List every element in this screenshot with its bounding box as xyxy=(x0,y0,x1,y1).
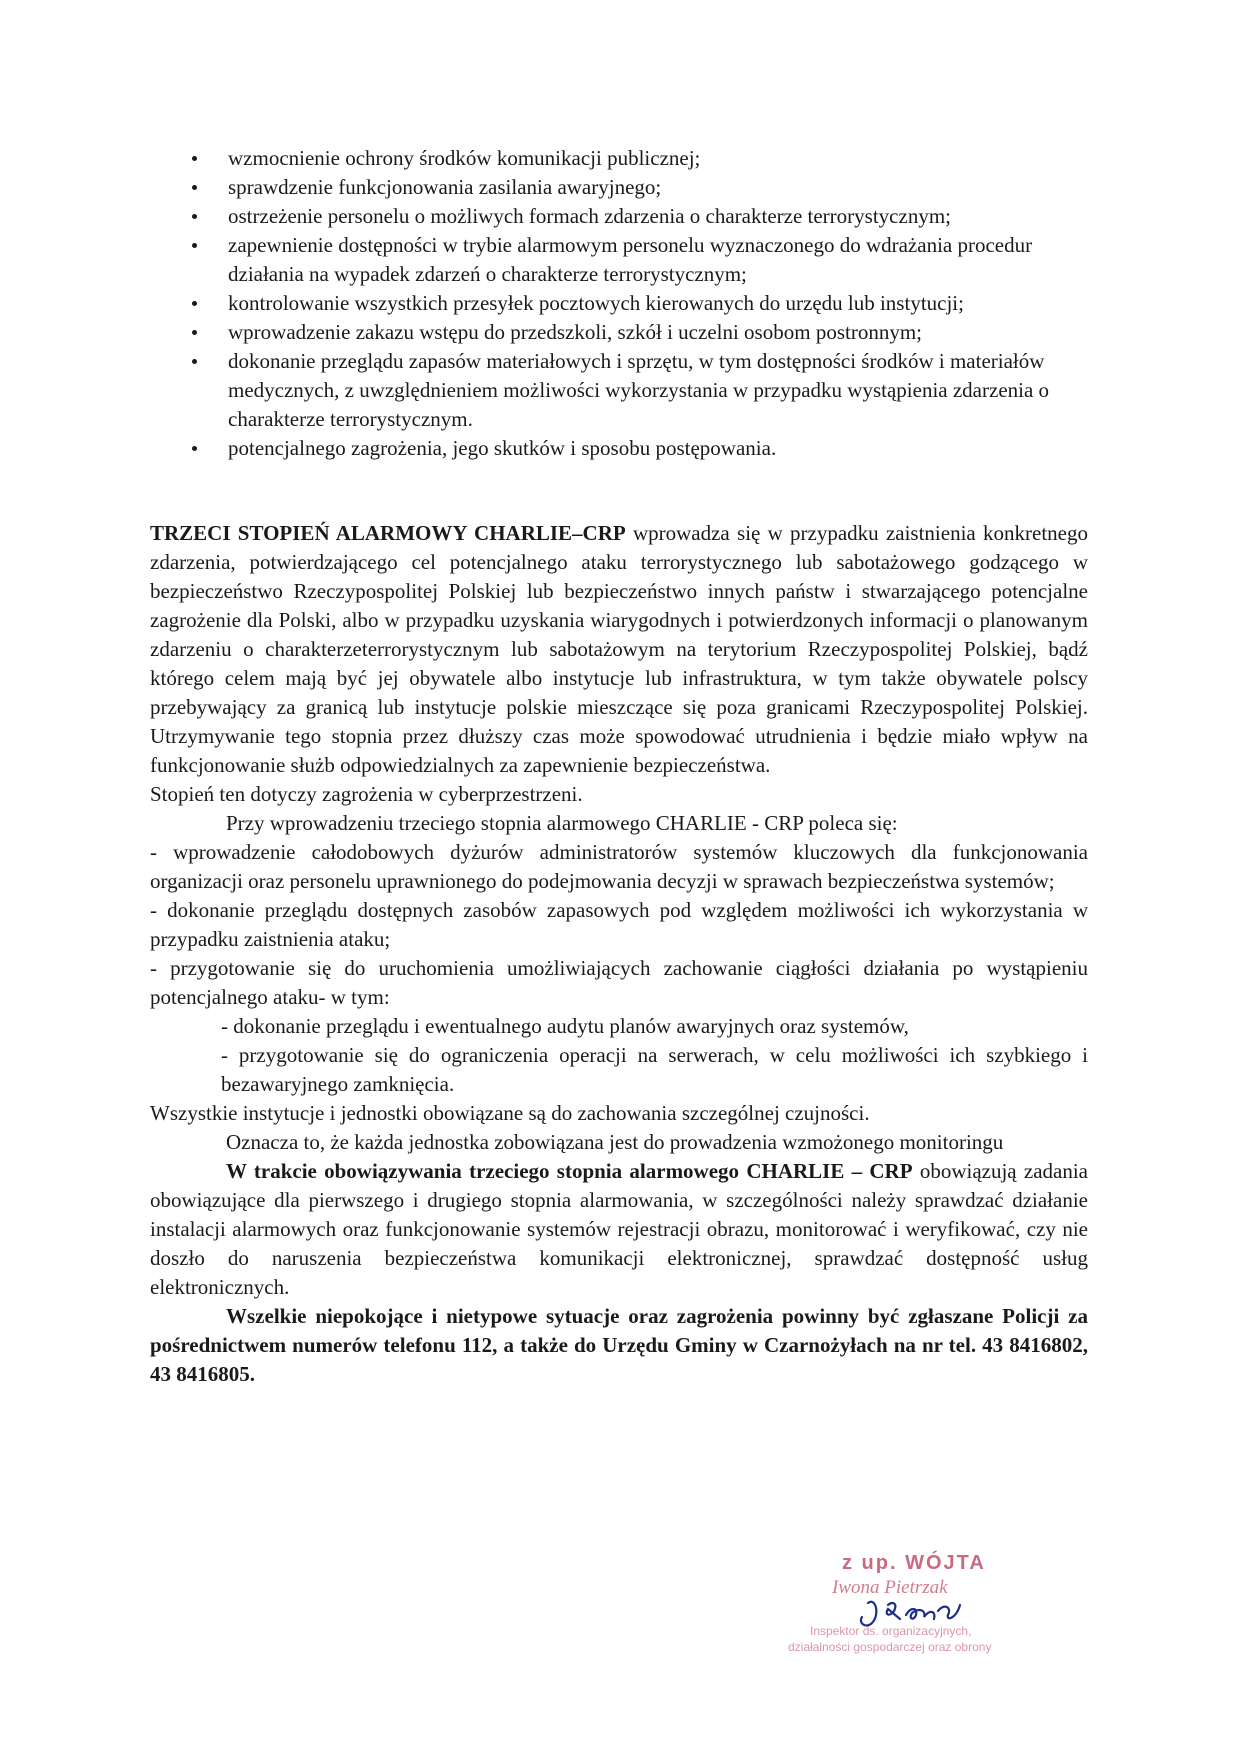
recommend-line: Przy wprowadzeniu trzeciego stopnia alarmowego CHARLIE - CRP poleca się: xyxy=(226,811,898,835)
svg-text:Inspektor ds. organizacyjnych,: Inspektor ds. organizacyjnych, xyxy=(810,1624,972,1638)
charlie-heading: TRZECI STOPIEŃ ALARMOWY CHARLIE–CRP xyxy=(150,521,626,545)
svg-text:Iwona Pietrzak: Iwona Pietrzak xyxy=(832,1577,948,1598)
list-item: potencjalnego zagrożenia, jego skutków i sposobu postępowania. xyxy=(150,434,1088,463)
report-paragraph: Wszelkie niepokojące i nietypowe sytuacje oraz zagrożenia powinny być zgłaszane Policji za pośrednictwem numerów telefonu 112, a także do Urzędu Gminy w Czarnożyłach na nr tel. 43 8416802, 43 8416805. xyxy=(150,1304,1088,1386)
cyber-scope-line: Stopień ten dotyczy zagrożenia w cyberprzestrzeni. xyxy=(150,782,583,806)
stamp-image xyxy=(780,1545,1060,1660)
list-item: wzmocnienie ochrony środków komunikacji publicznej; xyxy=(150,144,1088,173)
charlie-intro-text: wprowadza się w przypadku zaistnienia konkretnego zdarzenia, potwierdzającego cel potencjalnego ataku terrorystycznego lub sabotażowego godzącego w bezpieczeństwo Rzeczypospolitej Polskiej lub bezpieczeństwo innych państw i stwarzającego potencjalne zagrożenie dla Polski, albo w przypadku uzyskania wiarygodnych i potwierdzonych informacji o planowanym zdarzeniu o charakterzeterrorystycznym lub sabotażowym na terytorium Rzeczypospolitej Polskiej, bądź którego celem mają być jej obywatele albo instytucje lub infrastruktura, w tym także obywatele polscy przebywający za granicą lub instytucje polskie mieszczące się poza granicami Rzeczypospolitej Polskiej. Utrzymywanie tego stopnia przez dłuższy czas może spowodować utrudnienia i będzie miało wpływ na funkcjonowanie służb odpowiedzialnych za zapewnienie bezpieczeństwa. xyxy=(150,521,1088,777)
recommend-subitem: - przygotowanie się do ograniczenia operacji na serwerach, w celu możliwości ich szybkiego i bezawaryjnego zamknięcia. xyxy=(221,1043,1088,1096)
svg-text:z up. WÓJTA: z up. WÓJTA xyxy=(842,1552,986,1574)
list-item: ostrzeżenie personelu o możliwych formach zdarzenia o charakterze terrorystycznym; xyxy=(150,202,1088,231)
list-item: zapewnienie dostępności w trybie alarmowym personelu wyznaczonego do wdrażania procedur działania na wypadek zdarzeń o charakterze terrorystycznym; xyxy=(150,231,1088,289)
during-text: obowiązują zadania obowiązujące dla pierwszego i drugiego stopnia alarmowania, w szczególności należy sprawdzać działanie instalacji alarmowych oraz funkcjonowanie systemów rejestracji obrazu, monitorować i weryfikować, czy nie doszło do naruszenia bezpieczeństwa komunikacji elektronicznej, sprawdzać dostępność usług elektronicznych. xyxy=(150,1159,1089,1299)
monitoring-line: Oznacza to, że każda jednostka zobowiązana jest do prowadzenia wzmożonego monitoringu xyxy=(226,1130,1004,1154)
list-item: kontrolowanie wszystkich przesyłek pocztowych kierowanych do urzędu lub instytucji; xyxy=(150,289,1088,318)
recommend-item: - wprowadzenie całodobowych dyżurów administratorów systemów kluczowych dla funkcjonowania organizacji oraz personelu uprawnionego do podejmowania decyzji w sprawach bezpieczeństwa systemów; xyxy=(150,840,1088,893)
during-paragraph xyxy=(150,1157,1088,1302)
charlie-section xyxy=(150,519,1088,1389)
official-stamp-signature xyxy=(780,1545,1060,1660)
list-item: dokonanie przeglądu zapasów materiałowych i sprzętu, w tym dostępności środków i materiałów medycznych, z uwzględnieniem możliwości wykorzystania w przypadku wystąpienia zdarzenia o charakterze terrorystycznym. xyxy=(150,347,1088,434)
measures-bullet-list xyxy=(150,144,1088,463)
charlie-intro-paragraph xyxy=(150,519,1088,780)
recommend-subitem: - dokonanie przeglądu i ewentualnego audytu planów awaryjnych oraz systemów, xyxy=(221,1014,909,1038)
vigilance-line: Wszystkie instytucje i jednostki obowiązane są do zachowania szczególnej czujności. xyxy=(150,1101,870,1125)
list-item: wprowadzenie zakazu wstępu do przedszkoli, szkół i uczelni osobom postronnym; xyxy=(150,318,1088,347)
recommend-item: - przygotowanie się do uruchomienia umożliwiających zachowanie ciągłości działania po wystąpieniu potencjalnego ataku- w tym: xyxy=(150,956,1088,1009)
during-bold: W trakcie obowiązywania trzeciego stopnia alarmowego CHARLIE – CRP xyxy=(226,1159,913,1183)
svg-text:działalności gospodarczej oraz: działalności gospodarczej oraz obrony xyxy=(788,1640,992,1654)
recommend-item: - dokonanie przeglądu dostępnych zasobów zapasowych pod względem możliwości ich wykorzystania w przypadku zaistnienia ataku; xyxy=(150,898,1088,951)
list-item: sprawdzenie funkcjonowania zasilania awaryjnego; xyxy=(150,173,1088,202)
